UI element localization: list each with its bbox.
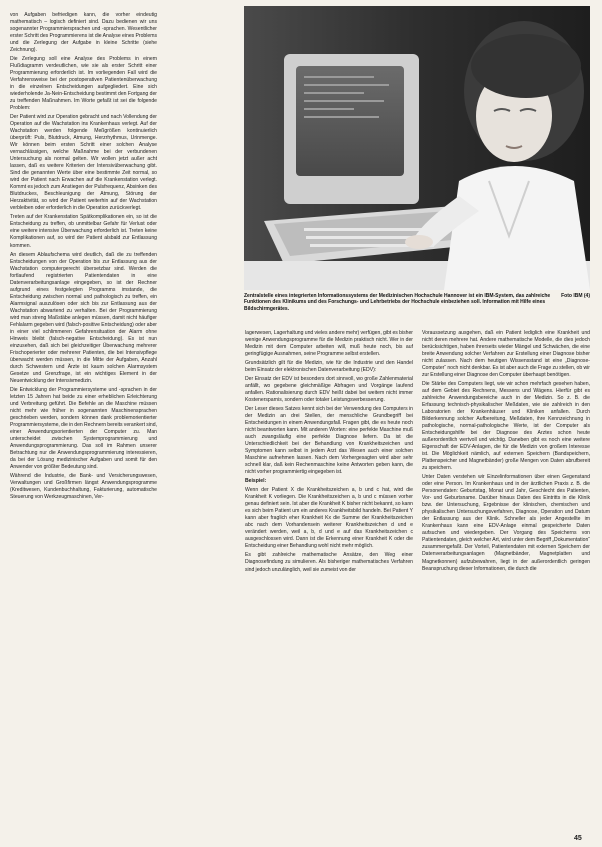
- paragraph: von Aufgaben befriedigen kann, die vorher eindeutig mathematisch – logisch definiert sind. Dazu bedienen wir uns sogenannter Programmiersprachen und -sprachen. Wesentlicher erster Schritt des Programmierens ist die Analyse eines Problems und die Zerlegung der Aufgabe in kleine Schritte (siehe Zeichnung).: [10, 12, 157, 54]
- paragraph: Die Zerlegung soll eine Analyse des Problems in einem Flußdiagramm verdeutlichen, wie sie als erster Schritt einer Programmierung erforderlich ist. Im vorliegenden Fall wird die Verfahrensweise bei der postoperativen Patientenüberwachung in die einzelnen Entscheidungen aufgegliedert. Eine sich wiederholende Ja-Nein-Entscheidung bestimmt den Fortgang der zu treffenden Maßnahmen. Im Worte gefaßt ist sei die folgende Problem:: [10, 56, 157, 112]
- photo-caption: [244, 293, 590, 312]
- paragraph: Die Stärke des Computers liegt, wie wir schon mehrfach gesehen haben, auf dem Gebiet des Rechnens, Messens und Wägens. Hierfür gibt es zahlreiche Anwendungsbereiche auch in der Medizin. So z. B. die Erfassung technisch-physikalischer Meßdaten, wie sie zahlreich in den Laboratorien der Krankenhäuser und Kliniken anfallen. Durch Bilderkennung solcher Aufbereitung, Meßdaten, ihre Kennzeichnung in pathologische, normal-pathologische Werte, ist der Computer als Entscheidungshilfe bei der Diagnose des Arztes schon heute außerordentlich wertvoll und wichtig. Daneben gibt es noch eine weitere Eigenschaft der EDV-Anlagen, die für die Medizin von großem Interesse ist. Die Möglichkeit nämlich, auf externen Speichern (Bandspeichern, Plattenspeicher und Magnetbänder) große Mengen von Daten abrufbereit zu speichern.: [422, 381, 590, 472]
- paragraph: Der Einsatz der EDV ist besonders dort sinnvoll, wo große Zahlenmaterial anfällt, wo gegebene gleichmäßige Abfragen und Vorgänge laufend anfallen. Rationalisierung durch EDV heißt dabei bei weitem nicht immer Kostenersparnis, sondern oder totaler Leistungsverbesserung.: [245, 376, 413, 404]
- paragraph: Der Leser dieses Satzes kennt sich bei der Verwendung des Computers in der Medizin an drei Stellen, der menschliche Grundbegriff bei Entscheidungen in einem Anwendungsfall. Fragen gibt, die es heute noch nicht beantworten kann. Mit anderen Worten: eine perfekte Maschine muß auch zwangsläufig eine perfekte Diagnose liefern. Da ist die Unterschiedlichkeit bei der Behandlung von Krankheitszeichen und Symptomen kann selbst in jedem Arzt das Wesen auch einer solchen Maschine aufnehmen lassen. Nach dem Vorhergesagten wird aber sehr schnell klar, daß kein Rechenmaschine keine Antworten geben kann, die nicht vorher programmiertig eingegeben ist.: [245, 406, 413, 476]
- paragraph: Während die Industrie, die Bank- und Versicherungswesen, Verwaltungen und Großfirmen längst Anwendungsprogramme (Kreditwesen, Kundenbuchhaltung, Fakturierung, automatische Steuerung von Werkzeugmaschinen, Ver-: [10, 473, 157, 501]
- page-number: 45: [574, 835, 582, 842]
- paragraph: Unter Daten verstehen wir Einzelinformationen über einen Gegenstand oder eine Person. Im Krankenhaus und in der ärztlichen Praxis z. B. die Personendaten: Geburtstag, Monat und Jahr, Geschlecht des Patienten, Vor- und Geburtsname. Darüber hinaus Daten des Eintritts in die Klinik bzw. der Untersuchung, Ergebnisse der klinischen, chemischen und physikalischen Untersuchungsverfahren, Diagnose, Operation und Datum der Entlassung aus der Klinik. Schneller als jeder Angestellte im Krankenhaus kann eine EDV-Anlage einmal gespeicherte Daten aufsuchen und wiedergeben. Der Vorgang des Speicherns von Patientendaten, gleich welcher Art, wird unter dem Begriff „Dokumentation“ zusammengefaßt. Der Vorteil, Patientendaten mit externen Speichern der Datenverarbeitungsanlagen (Magnetbänder, Magnetplatten und Magnetkonnen) aufzubewahren, liegt in der außerordentlich geringen Beanspruchung dieser Informationen, die durch die: [422, 474, 590, 572]
- paragraph: Wenn der Patient X die Krankheitszeichen a, b und c hat, wird die Krankheit K vorliegen. Die Krankheitszeichen a, b und c müssen vorher genau definiert sein. Ist aber die Krankheit K bisher nicht bekannt, so kann es sich beim Patient um ein anderes Krankheitsbild handeln. Bei Patient Y kann aber fraglich eher Krankheit Kx die Summe der Krankheitszeichen abc nach dem Vorhandensein weiterer Krankheitszeichen d und e verändert werden, weil a, b, d und e auf das Krankheitszeichen c ausgeschlossen wird. Dann ist die Erkennung einer Krankheit K oder die Entscheidung einer Behandlung wohl nicht mehr möglich.: [245, 487, 413, 550]
- paragraph: Grundsätzlich gilt für die Medizin, wie für die Industrie und den Handel beim Einsatz der elektronischen Datenverarbeitung (EDV):: [245, 360, 413, 374]
- paragraph: Die Entwicklung der Programmiersysteme und -sprachen in der letzten 15 Jahren hat beide zu einer erheblichen Erleichterung und Verbreitung geführt. Die Befehle an die Maschine müssen nicht mehr wie früher in sogenannten Maschinensprachen geschrieben werden, sondern können dank problemorientierter Programmiersysteme, die in den Rechnern bereits verankert sind, einer Anwendungsorientierten der Computer zu. Man unterscheidet zwischen Systemprogrammierung und Anwendungsprogrammierung. Das soll im Rahmen unserer Betrachtung nur die Anwendungsprogrammierung interessieren, da bei der Lösung medizinischer Aufgaben und somit für den Anwender von größter Bedeutung sind.: [10, 386, 157, 470]
- photo-illustration: [244, 6, 590, 290]
- paragraph: Es gibt zahlreiche mathematische Ansätze, den Weg einer Diagnosefindung zu simulieren. Als bisheriger mathematisches Verfahren sind jedoch unzulänglich, weil sie zumeist von der: [245, 552, 413, 573]
- photo-credit: Foto IBM (4): [561, 293, 590, 299]
- text-column-middle: [245, 330, 413, 835]
- text-column-left: [10, 12, 157, 830]
- paragraph: Der Patient wird zur Operation gebracht und nach Vollendung der Operation auf die Wachstation ins Krankenhaus verlegt. Auf der Wachstation werden folgende Meßgrößen kontinuierlich überprüft: Puls, Blutdruck, Atmung, Herzrhythmus, Urinmenge. Wir können beim ersten Schritt einer solchen Analyse vernachlässigen, welche Maßnahme bei der verbundenen Untersuchung als normal gelten. Wir wollen jetzt außer acht lassen, daß es weitere Kriterien der Intensivüberwachung gibt. Sind die genannten Werte über eine bestimmte Zeit normal, so wird der Patient nach Erwachen auf die Krankenstation verlegt. Kommt es jedoch zum Anstiegen der Pulsfrequenz, Absinken des Blutdruckes, Beschleunigung der Atmung, Störung der Herzaktivität, so wird der Patient weiterhin auf der Wachstation verbleiben oder erforderlich in die Operation zurückverlegt.: [10, 114, 157, 212]
- text-column-right: [422, 330, 590, 835]
- paragraph: lagerwesen, Lagerhaltung und vieles andere mehr) verfügen, gibt es bisher wenige Anwendungsprogramme für die Medizin praktisch nicht. Wer in der Medizin mit dem Computer arbeiten will, muß heute noch, bis auf geringfügige Ausnahmen, seine Programme selbst erstellen.: [245, 330, 413, 358]
- paragraph: An diesem Ablaufschema wird deutlich, daß die zu treffenden Entscheidungen von der Operation bis zur Entlassung aus der Wachstation computergerecht übersetzbar sind. Werden die fortlaufend registrierten Patientendaten in eine Datenverarbeitungsanlage eingegeben, so ist der Rechner aufgrund eines festgelegten Programms imstande, die Entscheidung zwischen normal und pathologisch zu treffen, ein Alarmsignal auszulösen oder sich bis zur Entlassung aus der Wachstation abwartend zu verhalten. Bei der Programmierung wird man streng Maßstäbe anlegen müssen, damit nicht häufiger Fehlalarm gegeben wird (falsch-positive Entscheidung) oder aber in einer viel schlimmeren Gefahrensituation der Alarm ohne Hinweis bleibt (falsch-negative Entscheidung). Es ist nun einzusehen, daß sich bei gleichzeitiger Überwachung mehrerer Frischoperierter oder mehrerer Patienten, die bei Intensivpflege überwacht werden müssen, in die Mitte der Aufgaben, Anzahl durch Schwestern und Ärzte ist kaum solchen Alarmsystem Gesetze und Grenzfrage, ist ein wichtiges Element in der Neuentwicklung der Intensivmedizin.: [10, 251, 157, 384]
- paragraph: Treten auf der Krankenstation Spätkomplikationen ein, so ist die Entscheidung zu treffen, ob unmittelbar Gefahr für Verlust oder eine weitere intensive Überwachung erforderlich ist. Treten keine Komplikationen auf, so wird der Patient alsbald zur Entlassung kommen.: [10, 214, 157, 249]
- paragraph: Voraussetzung ausgehen, daß ein Patient lediglich eine Krankheit und nicht deren mehrere hat. Andere mathematische Modelle, die dies jedoch berücksichtigen, haben ihrerseits wieder Mängel und Schwächen, die eine breite Anwendung solcher Verfahren zur Erstellung einer Diagnose bisher nicht zulassen. Nach dem heutigen Wissensstand ist eine „Diagnose-Computer“ noch nicht denkbar. Es ist aber auch die Frage zu stellen, ob wir zur Erstellung einer Diagnose den Computer überhaupt benötigen.: [422, 330, 590, 379]
- caption-text: Zentralstelle eines integrierten Informationssystems der Medizinischen Hochschule Hannover ist ein IBM-System, das zahlreiche Funktionen des Klinikums und des Forschungs- und Lehrbetriebs der Hochschule einbeziehen soll. Information mit Hilfe eines Bildschirmgerätes.: [244, 293, 551, 312]
- photo-terminal-operator: [244, 6, 590, 290]
- subheading-example: Beispiel:: [245, 478, 267, 485]
